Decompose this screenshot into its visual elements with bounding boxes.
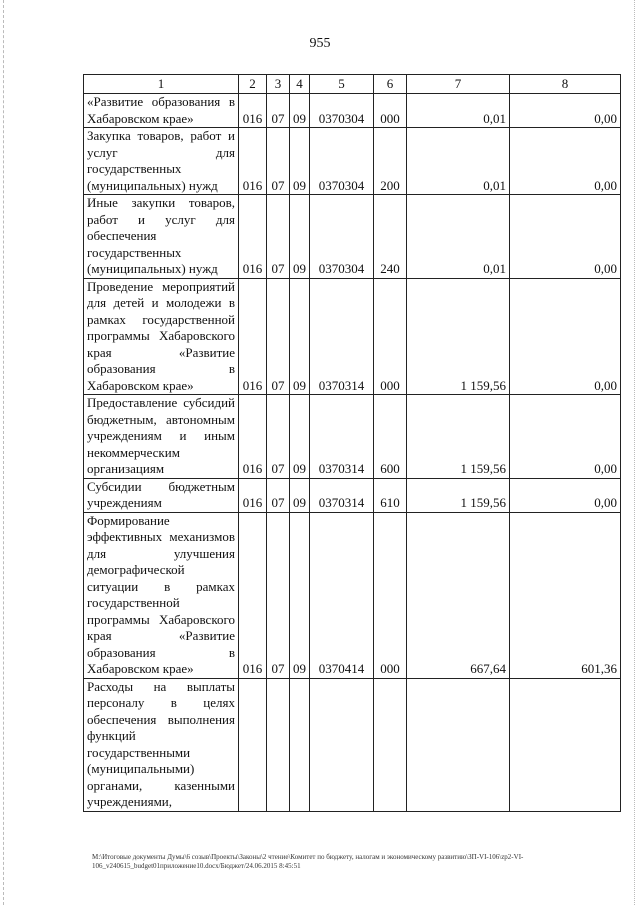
section-code: 07 (267, 94, 290, 128)
expense-type-code: 000 (374, 512, 407, 678)
section-code (267, 678, 290, 811)
ministry-code: 016 (239, 478, 267, 512)
header-cell: 2 (239, 75, 267, 94)
amount-col8: 601,36 (510, 512, 621, 678)
table-row (84, 678, 621, 811)
header-cell: 8 (510, 75, 621, 94)
table-row (84, 395, 621, 479)
target-code: 0370304 (310, 195, 374, 279)
target-code: 0370304 (310, 94, 374, 128)
page-number: 955 (309, 36, 331, 51)
table-row (84, 128, 621, 195)
target-code: 0370304 (310, 128, 374, 195)
ministry-code: 016 (239, 395, 267, 479)
header-cell: 1 (84, 75, 239, 94)
amount-col8: 0,00 (510, 128, 621, 195)
amount-col7: 1 159,56 (407, 395, 510, 479)
scan-edge-right (634, 0, 636, 905)
table-row (84, 94, 621, 128)
item-name: Закупка товаров, работ и услуг для государственных (муниципальных) нужд (84, 128, 239, 195)
item-name: Предоставление субсидий бюджетным, автономным учреждениям и иным некоммерческим организациям (84, 395, 239, 479)
header-cell: 7 (407, 75, 510, 94)
subsection-code: 09 (290, 478, 310, 512)
amount-col8: 0,00 (510, 395, 621, 479)
amount-col7: 0,01 (407, 94, 510, 128)
expense-type-code: 600 (374, 395, 407, 479)
table-row (84, 278, 621, 395)
amount-col7: 1 159,56 (407, 478, 510, 512)
table-row (84, 478, 621, 512)
header-row (84, 75, 621, 94)
expense-type-code: 000 (374, 278, 407, 395)
item-name: Субсидии бюджетным учреждениям (84, 478, 239, 512)
item-name: Расходы на выплаты персоналу в целях обеспечения выполнения функций государственными (муниципальными) органами, казенными учреждениями, (84, 678, 239, 811)
subsection-code: 09 (290, 512, 310, 678)
footer-line: 106_v240615_budget01приложение10.docx/Бюджет/24.06.2015 8:45:51 (92, 862, 301, 870)
amount-col8: 0,00 (510, 478, 621, 512)
budget-table (83, 74, 621, 812)
expense-type-code: 200 (374, 128, 407, 195)
target-code (310, 678, 374, 811)
ministry-code: 016 (239, 94, 267, 128)
section-code: 07 (267, 395, 290, 479)
expense-type-code: 610 (374, 478, 407, 512)
subsection-code: 09 (290, 128, 310, 195)
file-path-footer (92, 853, 612, 871)
section-code: 07 (267, 512, 290, 678)
expense-type-code: 000 (374, 94, 407, 128)
item-name: Формирование эффективных механизмов для улучшения демографической ситуации в рамках государственной программы Хабаровского края «Развитие образования в Хабаровском крае» (84, 512, 239, 678)
header-cell: 3 (267, 75, 290, 94)
subsection-code (290, 678, 310, 811)
item-name: «Развитие образования в Хабаровском крае» (84, 94, 239, 128)
subsection-code: 09 (290, 278, 310, 395)
subsection-code: 09 (290, 195, 310, 279)
target-code: 0370314 (310, 478, 374, 512)
ministry-code: 016 (239, 195, 267, 279)
ministry-code: 016 (239, 278, 267, 395)
amount-col8: 0,00 (510, 278, 621, 395)
amount-col7 (407, 678, 510, 811)
target-code: 0370314 (310, 395, 374, 479)
table-row (84, 512, 621, 678)
amount-col7: 0,01 (407, 128, 510, 195)
item-name: Иные закупки товаров, работ и услуг для обеспечения государственных (муниципальных) нужд (84, 195, 239, 279)
header-cell: 6 (374, 75, 407, 94)
section-code: 07 (267, 195, 290, 279)
header-cell: 4 (290, 75, 310, 94)
section-code: 07 (267, 478, 290, 512)
target-code: 0370414 (310, 512, 374, 678)
subsection-code: 09 (290, 395, 310, 479)
target-code: 0370314 (310, 278, 374, 395)
expense-type-code: 240 (374, 195, 407, 279)
section-code: 07 (267, 128, 290, 195)
amount-col7: 667,64 (407, 512, 510, 678)
header-cell: 5 (310, 75, 374, 94)
scan-edge-left (3, 0, 6, 905)
ministry-code (239, 678, 267, 811)
amount-col8: 0,00 (510, 195, 621, 279)
amount-col8 (510, 678, 621, 811)
section-code: 07 (267, 278, 290, 395)
subsection-code: 09 (290, 94, 310, 128)
amount-col7: 0,01 (407, 195, 510, 279)
footer-line: M:\Итоговые документы Думы\6 созыв\Проекты\Законы\2 чтение\Комитет по бюджету, налогам и экономическому развитию\ЗП-VI-106\zp2-VI- (92, 853, 524, 861)
ministry-code: 016 (239, 128, 267, 195)
amount-col8: 0,00 (510, 94, 621, 128)
expense-type-code (374, 678, 407, 811)
item-name: Проведение мероприятий для детей и молодежи в рамках государственной программы Хабаровского края «Развитие образования в Хабаровском крае» (84, 278, 239, 395)
table-row (84, 195, 621, 279)
amount-col7: 1 159,56 (407, 278, 510, 395)
ministry-code: 016 (239, 512, 267, 678)
